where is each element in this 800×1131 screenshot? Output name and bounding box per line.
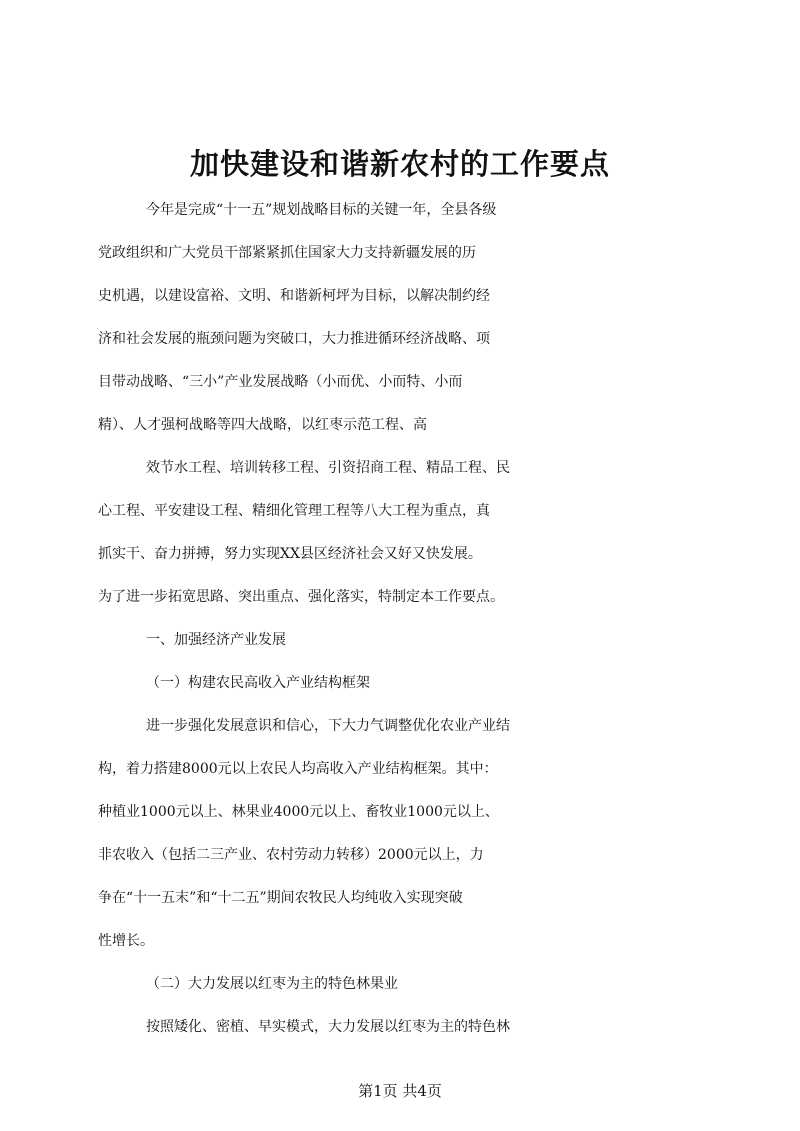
paragraph-line: 为了进一步拓宽思路、突出重点、强化落实，特制定本工作要点。: [98, 589, 504, 605]
paragraph-line: 心工程、平安建设工程、精细化管理工程等八大工程为重点，真: [98, 503, 490, 519]
paragraph-line: 非农收入（包括二三产业、农村劳动力转移）2000元以上，力: [98, 847, 484, 863]
paragraph-line: 济和社会发展的瓶颈问题为突破口，大力推进循环经济战略、项: [98, 331, 490, 347]
paragraph-line: 性增长。: [98, 933, 154, 949]
paragraph-line: 抓实干、奋力拼搏，努力实现XX县区经济社会又好又快发展。: [98, 546, 482, 562]
paragraph-line: 党政组织和广大党员干部紧紧抓住国家大力支持新疆发展的历: [98, 245, 476, 261]
document-title: 加快建设和谐新农村的工作要点: [189, 147, 610, 181]
paragraph-line: 精）、人才强柯战略等四大战略，以红枣示范工程、高: [98, 417, 427, 433]
subsection-heading: （一）构建农民高收入产业结构框架: [146, 675, 370, 691]
paragraph-line: 种植业1000元以上、林果业4000元以上、畜牧业1000元以上、: [98, 804, 499, 820]
paragraph-line: 今年是完成“十一五”规划战略目标的关键一年，全县各级: [146, 202, 497, 218]
paragraph-line: 效节水工程、培训转移工程、引资招商工程、精品工程、民: [146, 460, 510, 476]
paragraph-line: 进一步强化发展意识和信心，下大力气调整优化农业产业结: [146, 718, 510, 734]
paragraph-line: 按照矮化、密植、早实模式，大力发展以红枣为主的特色林: [146, 1019, 510, 1035]
subsection-heading: （二）大力发展以红枣为主的特色林果业: [146, 976, 398, 992]
page-footer: 第1页 共4页: [358, 1082, 442, 1100]
paragraph-line: 争在“十一五末”和“十二五”期间农牧民人均纯收入实现突破: [98, 890, 463, 906]
section-heading: 一、加强经济产业发展: [146, 632, 286, 648]
paragraph-line: 史机遇，以建设富裕、文明、和谐新柯坪为目标，以解决制约经: [98, 288, 490, 304]
paragraph-line: 构，着力搭建8000元以上农民人均高收入产业结构框架。其中：: [98, 761, 498, 777]
paragraph-line: 目带动战略、“三小”产业发展战略（小而优、小而特、小而: [98, 374, 463, 390]
